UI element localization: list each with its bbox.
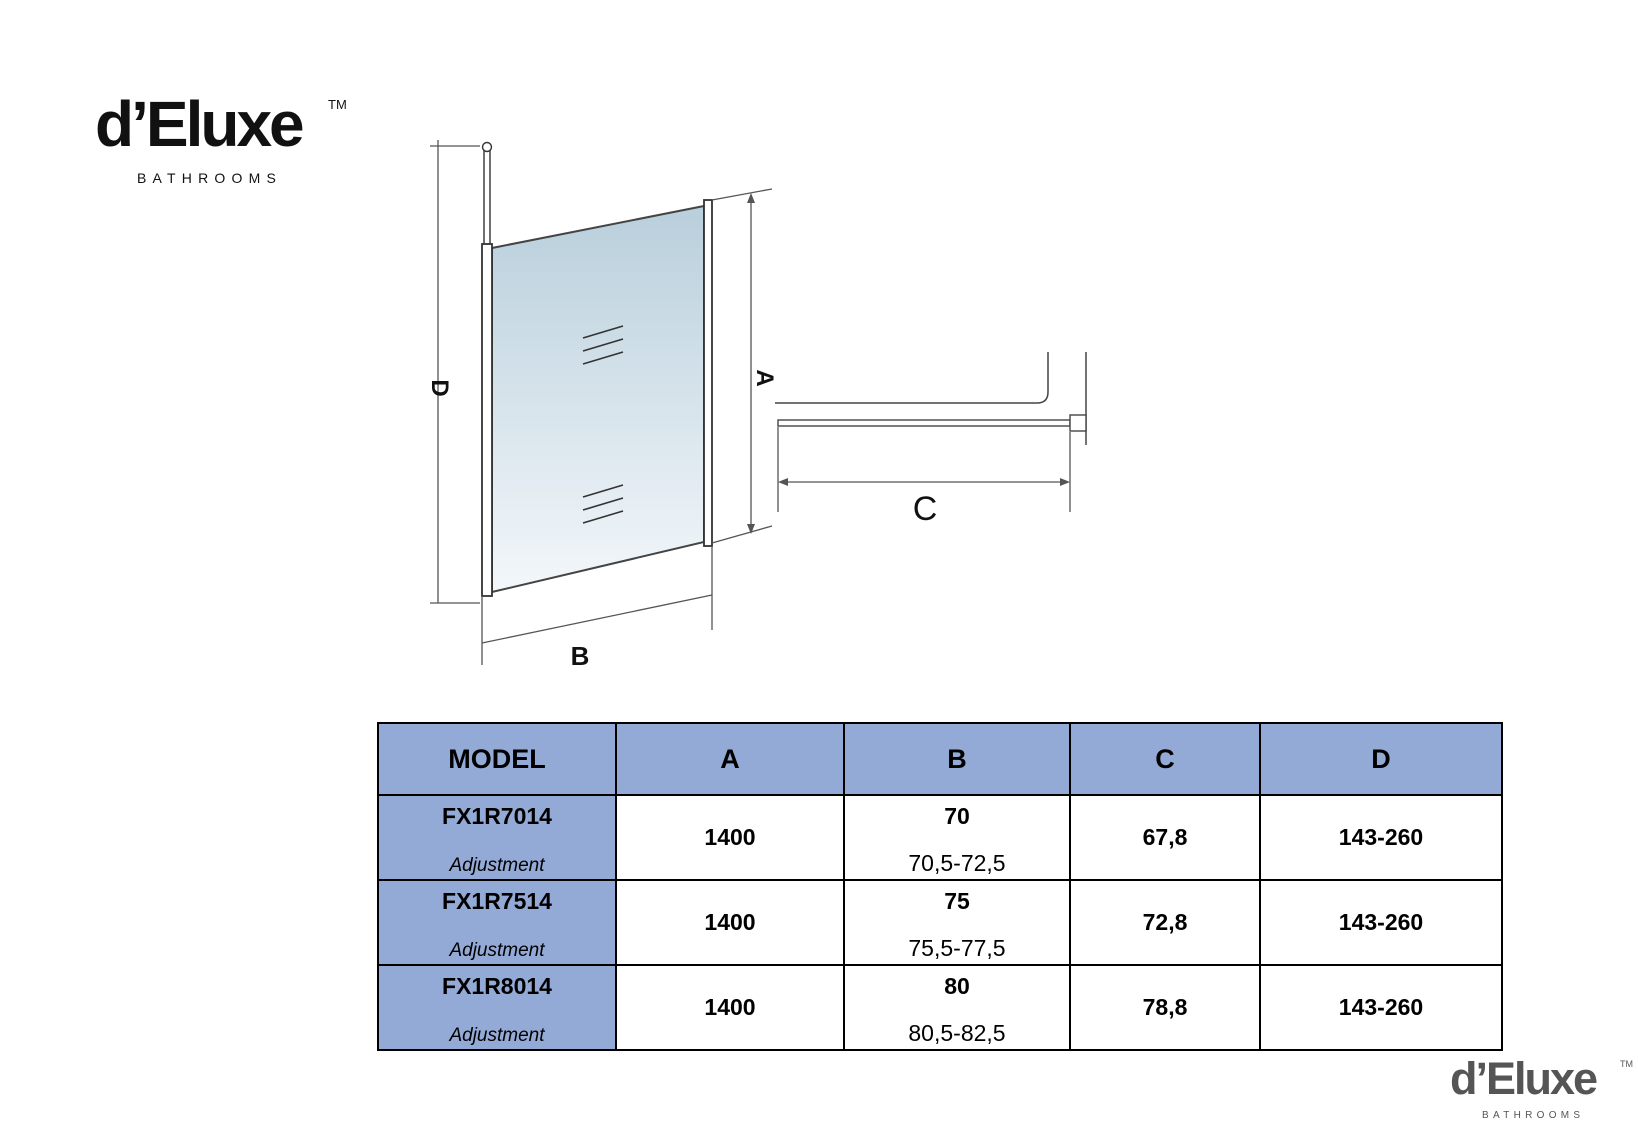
table-row xyxy=(378,965,1502,1050)
value-c: 67,8 xyxy=(1070,795,1260,880)
value-a: 1400 xyxy=(616,965,844,1050)
label-d: D xyxy=(426,379,453,397)
value-a: 1400 xyxy=(616,795,844,880)
rod-cap xyxy=(483,143,492,152)
glass-plan xyxy=(778,420,1070,426)
header-c: C xyxy=(1070,723,1260,795)
glass-panel xyxy=(492,206,704,592)
value-b: 75 xyxy=(944,887,970,914)
value-b-cell xyxy=(844,880,1070,965)
brand-logo-footer xyxy=(1450,1053,1633,1126)
value-d: 143-260 xyxy=(1260,965,1502,1050)
table-row xyxy=(378,795,1502,880)
header-model: MODEL xyxy=(378,723,616,795)
brand-tagline: BATHROOMS xyxy=(1482,1110,1585,1121)
value-d: 143-260 xyxy=(1260,795,1502,880)
value-b-range: 70,5-72,5 xyxy=(908,849,1006,876)
adjustment-note: Adjustment xyxy=(449,1024,545,1046)
brand-wordmark: d’Eluxe xyxy=(95,88,302,160)
model-cell xyxy=(378,795,616,880)
brand-wordmark: d’Eluxe xyxy=(1450,1053,1597,1104)
value-c: 72,8 xyxy=(1070,880,1260,965)
label-a: A xyxy=(751,369,778,387)
extension-bottom-a xyxy=(712,526,772,543)
table-row xyxy=(378,880,1502,965)
table-header-row xyxy=(378,723,1502,795)
brand-logo xyxy=(95,88,355,192)
model-code: FX1R7014 xyxy=(442,802,552,829)
wall-profile xyxy=(482,244,492,596)
value-a: 1400 xyxy=(616,880,844,965)
dimension-line-b xyxy=(482,595,712,643)
arrow-c-left xyxy=(778,478,788,486)
value-b: 70 xyxy=(944,802,970,829)
model-cell xyxy=(378,880,616,965)
adjustment-note: Adjustment xyxy=(449,939,545,961)
shower-screen-drawing xyxy=(420,140,1140,680)
arrow-a-top xyxy=(747,193,755,203)
value-b-range: 75,5-77,5 xyxy=(908,934,1006,961)
wall-bracket-plan xyxy=(1070,415,1086,431)
header-d: D xyxy=(1260,723,1502,795)
value-b-range: 80,5-82,5 xyxy=(908,1019,1006,1046)
brand-tagline: BATHROOMS xyxy=(137,170,282,186)
model-cell xyxy=(378,965,616,1050)
model-code: FX1R8014 xyxy=(442,972,552,999)
brand-trademark: TM xyxy=(328,97,347,112)
arrow-c-right xyxy=(1060,478,1070,486)
label-b: B xyxy=(570,641,590,671)
extension-top-a xyxy=(712,189,772,200)
value-b: 80 xyxy=(944,972,970,999)
model-code: FX1R7514 xyxy=(442,887,552,914)
bath-outline xyxy=(775,352,1048,403)
value-b-cell xyxy=(844,965,1070,1050)
header-a: A xyxy=(616,723,844,795)
edge-profile xyxy=(704,200,712,546)
value-d: 143-260 xyxy=(1260,880,1502,965)
spec-table xyxy=(377,722,1503,1051)
header-b: B xyxy=(844,723,1070,795)
support-rod xyxy=(484,146,490,256)
value-c: 78,8 xyxy=(1070,965,1260,1050)
label-c: C xyxy=(912,490,938,528)
brand-trademark: TM xyxy=(1620,1059,1633,1069)
adjustment-note: Adjustment xyxy=(449,854,545,876)
value-b-cell xyxy=(844,795,1070,880)
